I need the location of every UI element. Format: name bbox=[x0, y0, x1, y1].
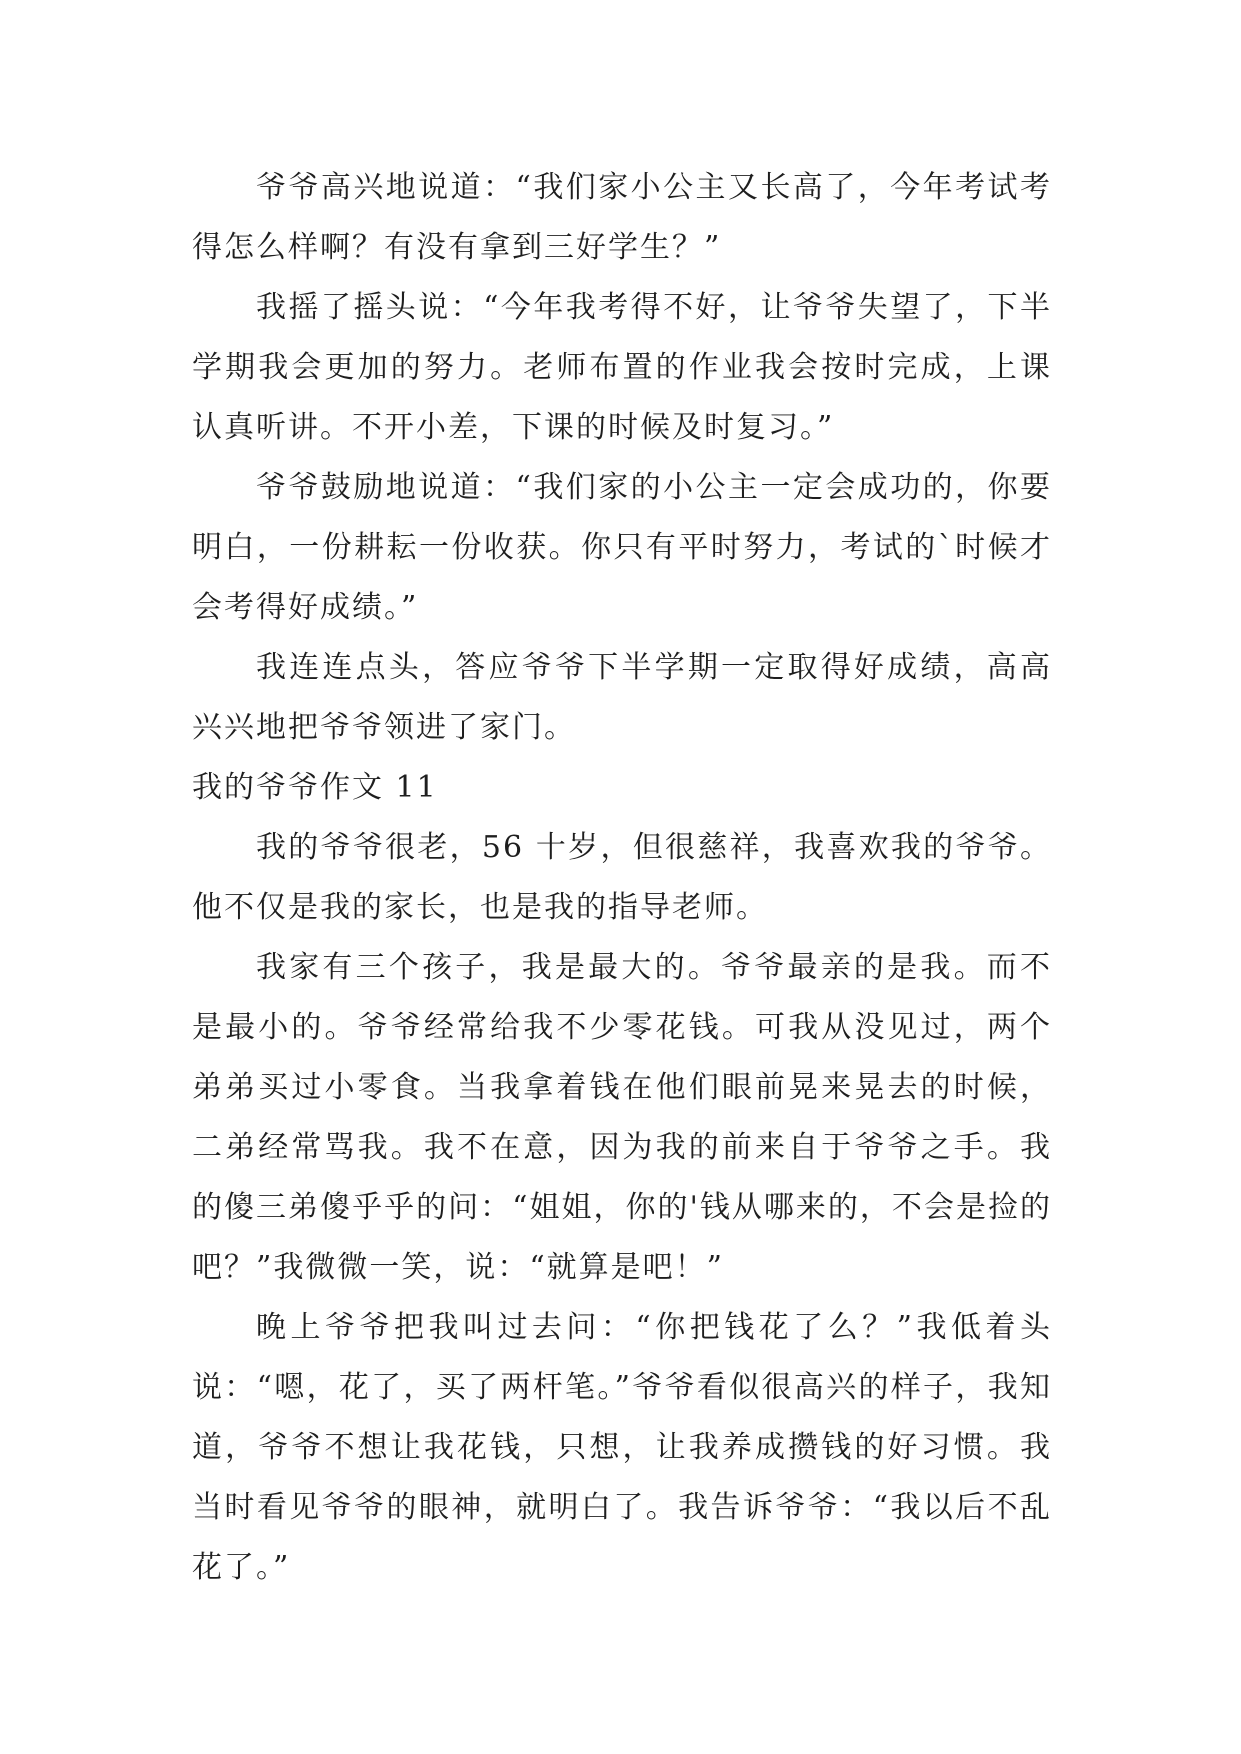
paragraph: 爷爷鼓励地说道：“我们家的小公主一定会成功的，你要明白，一份耕耘一份收获。你只有平时努力，考试的`时候才会考得好成绩。” bbox=[192, 470, 1052, 625]
paragraph: 我连连点头，答应爷爷下半学期一定取得好成绩，高高兴兴地把爷爷领进了家门。 bbox=[192, 650, 1052, 745]
paragraph: 晚上爷爷把我叫过去问：“你把钱花了么？”我低着头说：“嗯，花了，买了两杆笔。”爷爷看似很高兴的样子，我知道，爷爷不想让我花钱，只想，让我养成攒钱的好习惯。我当时看见爷爷的眼神，就明白了。我告诉爷爷：“我以后不乱花了。” bbox=[192, 1310, 1052, 1585]
paragraph: 爷爷高兴地说道：“我们家小公主又长高了，今年考试考得怎么样啊？有没有拿到三好学生？” bbox=[192, 170, 1052, 265]
paragraph: 我的爷爷很老，56 十岁，但很慈祥，我喜欢我的爷爷。他不仅是我的家长，也是我的指导老师。 bbox=[192, 830, 1052, 925]
section-title: 我的爷爷作文 11 bbox=[192, 770, 438, 805]
paragraph: 我家有三个孩子，我是最大的。爷爷最亲的是我。而不是最小的。爷爷经常给我不少零花钱。可我从没见过，两个弟弟买过小零食。当我拿着钱在他们眼前晃来晃去的时候，二弟经常骂我。我不在意，因为我的前来自于爷爷之手。我的傻三弟傻乎乎的问：“姐姐，你的'钱从哪来的，不会是捡的吧？”我微微一笑，说：“就算是吧！” bbox=[192, 950, 1052, 1285]
paragraph: 我摇了摇头说：“今年我考得不好，让爷爷失望了，下半学期我会更加的努力。老师布置的作业我会按时完成，上课认真听讲。不开小差，下课的时候及时复习。” bbox=[192, 290, 1052, 445]
document-body bbox=[192, 158, 1052, 1598]
